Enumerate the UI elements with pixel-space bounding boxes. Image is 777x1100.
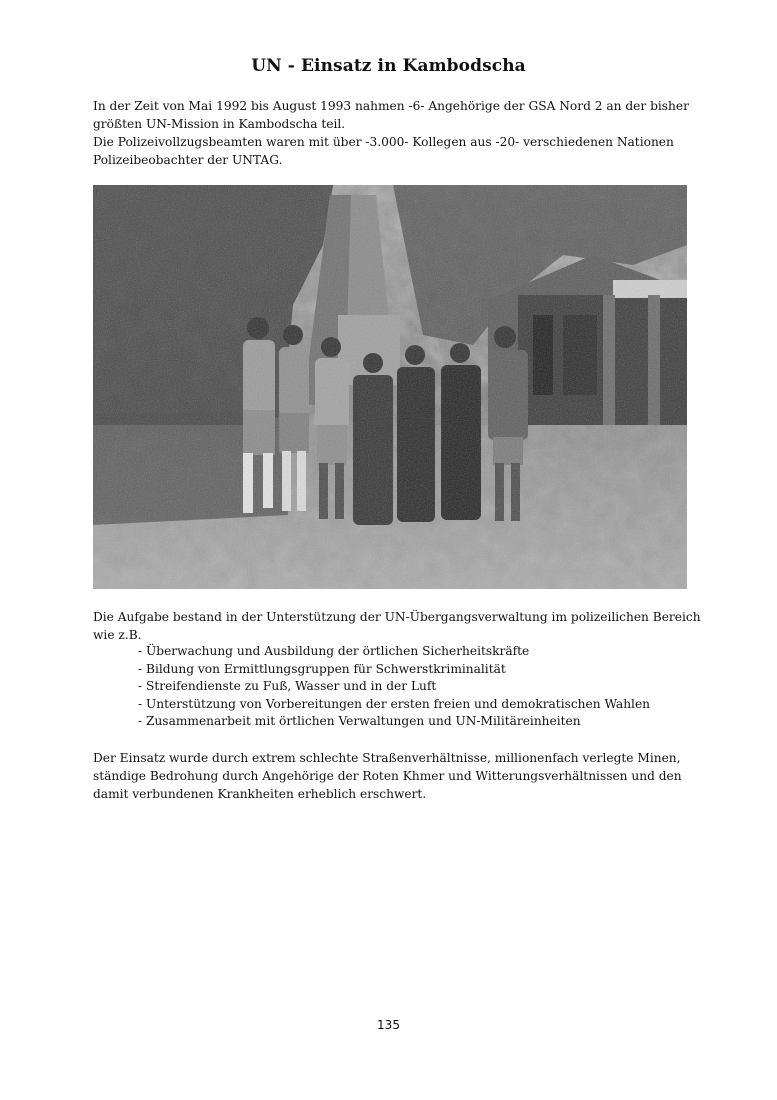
list-item: - Bildung von Ermittlungsgruppen für Schwerstkriminalität bbox=[138, 661, 506, 676]
closing-paragraph: Der Einsatz wurde durch extrem schlechte Straßenverhältnisse, millionenfach verlegte Minen, ständige Bedrohung durch Angehörige der Roten Khmer und Witterungsverhältnissen und den damit verbundenen Krankheiten erheblich erschwert. bbox=[93, 751, 682, 801]
intro-line-mission: In der Zeit von Mai 1992 bis August 1993 nahmen -6- Angehörige der GSA Nord 2 an der bisher größten UN-Mission in Kambodscha teil. bbox=[93, 99, 689, 131]
list-item: - Streifendienste zu Fuß, Wasser und in der Luft bbox=[138, 679, 437, 694]
page-number: 135 bbox=[377, 1018, 400, 1032]
group-photo bbox=[93, 185, 687, 589]
list-item: - Überwachung und Ausbildung der örtlichen Sicherheitskräfte bbox=[138, 644, 530, 658]
intro-line-officers: Die Polizeivollzugsbeamten waren mit über -3.000- Kollegen aus -20- verschiedenen Nationen Polizeibeobachter der UNTAG. bbox=[93, 135, 674, 167]
list-item: - Unterstützung von Vorbereitungen der ersten freien und demokratischen Wahlen bbox=[138, 696, 651, 711]
group-photo-image bbox=[93, 185, 687, 589]
intro-paragraph bbox=[93, 97, 693, 169]
task-list bbox=[138, 643, 698, 731]
page-title: UN - Einsatz in Kambodscha bbox=[251, 56, 526, 76]
list-item: - Zusammenarbeit mit örtlichen Verwaltungen und UN-Militäreinheiten bbox=[138, 714, 581, 729]
task-intro: Die Aufgabe bestand in der Unterstützung der UN-Übergangsverwaltung im polizeilichen Bereich wie z.B. bbox=[93, 610, 701, 642]
